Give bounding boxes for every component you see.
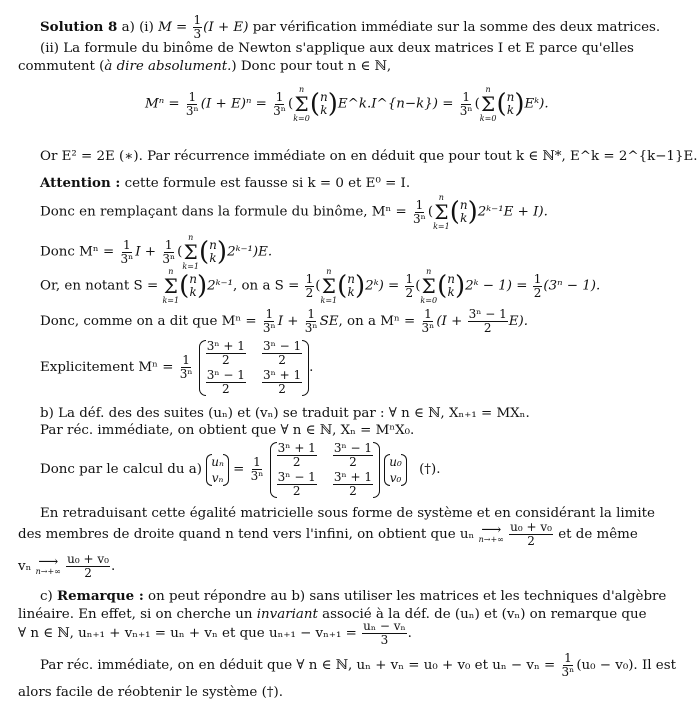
eq-i-plus-e-n: (I + E)ⁿ = <box>200 96 267 112</box>
sum-sign-b: n Σ k=0 <box>479 85 497 123</box>
line-binome-intro <box>40 40 634 57</box>
frac-u0-v0-over-2: $\frac{\text{u₀ + v₀}}{2}$ <box>510 520 552 548</box>
eq-ek-term: E^k.I^{n−k}) = <box>337 96 454 112</box>
line-limite-u <box>18 519 638 551</box>
et-de-meme-text: et de même <box>558 527 638 542</box>
frac-num: 1 <box>193 13 202 27</box>
matrix-entry-21: $\frac{\text{3ⁿ − 1}}{2}$ <box>206 367 245 396</box>
matrix-entry-12: $\frac{\text{3ⁿ − 1}}{2}$ <box>262 338 302 367</box>
part-c-label: c) <box>40 589 53 604</box>
frac-1-over-3n-b: $\frac{1}{\text{3ⁿ}}$ <box>273 89 286 118</box>
donc-mn-text: Donc Mⁿ = <box>40 244 115 260</box>
remarque-text: on peut répondre au b) sans utiliser les matrices et les techniques d'algèbre <box>148 589 667 604</box>
frac-1-over-3n-k: $\frac{1}{\text{3ⁿ}}$ <box>250 455 264 483</box>
fraction-one-third <box>193 14 203 41</box>
deduction-text-a: Par réc. immédiate, on en déduit que ∀ n ∈ ℕ, uₙ + vₙ = u₀ + v₀ et uₙ − vₙ = <box>40 658 556 673</box>
attention-label: Attention : <box>40 175 121 191</box>
sum-sign-d: n Σ k=1 <box>182 233 200 271</box>
recurrence-un-vn-text: ∀ n ∈ ℕ, uₙ₊₁ + vₙ₊₁ = uₙ + vₙ et que uₙ₊₁ − vₙ₊₁ = <box>18 626 357 641</box>
notation-s-text-a: Or, en notant S = <box>40 278 159 294</box>
eq-i-plus: I + <box>135 244 157 260</box>
matrix-mn-b <box>270 442 380 498</box>
binomial-n-k-g: n k <box>447 272 455 299</box>
binomial-n-k-e: n k <box>189 272 197 299</box>
eq-mn-lhs: Mⁿ = <box>145 96 180 112</box>
line-def-suites <box>40 405 530 422</box>
frac-1-over-3n-i: $\frac{1}{\text{3ⁿ}}$ <box>421 307 435 335</box>
line-commutent <box>18 58 391 75</box>
sum-sign-c: n Σ k=1 <box>433 193 450 231</box>
s-result: (3ⁿ − 1). <box>543 278 601 294</box>
sum-sign-e: n Σ k=1 <box>162 267 180 305</box>
sum-sign-g: n Σ k=0 <box>420 267 438 305</box>
binomial-n-k-c: n k <box>459 198 468 225</box>
frac-1-over-3n-f: $\frac{1}{\text{3ⁿ}}$ <box>162 237 176 266</box>
vector-u0-v0: u₀ v₀ <box>384 454 407 486</box>
matrix-b-entry-22: $\frac{\text{3ⁿ + 1}}{2}$ <box>333 469 372 498</box>
line-remplacant: Donc en remplaçant dans la formule du binôme, Mⁿ = $\frac{1}{\text{3ⁿ}}$ ( n Σ k=1 ( n k )2ᵏ⁻¹E + I). <box>40 193 548 231</box>
frac-1-over-2-b: $\frac{1}{2}$ <box>405 271 414 300</box>
matrix-entry-11: $\frac{\text{3ⁿ + 1}}{2}$ <box>206 338 245 367</box>
sum-sign-f: n Σ k=1 <box>320 267 338 305</box>
conclusion-text: alors facile de réobtenir le système (†). <box>18 685 283 700</box>
line-donc-mn: Donc Mⁿ = $\frac{1}{\text{3ⁿ}}$ I + $\frac{1}{\text{3ⁿ}}$ ( n Σ k=1 ( n k )2ᵏ⁻¹)E. <box>40 233 273 271</box>
eq-2k1-e-i: 2ᵏ⁻¹E + I). <box>477 204 548 220</box>
retraduisant-text: En retraduisant cette égalité matricielle sous forme de système et en considérant la limite <box>40 506 655 521</box>
def-suites-text: La déf. des des suites (uₙ) et (vₙ) se traduit par : ∀ n ∈ ℕ, Xₙ₊₁ = MXₙ. <box>58 406 530 421</box>
limite-v-text: vₙ <box>18 559 32 574</box>
m-def-lhs: M = <box>158 20 188 35</box>
deduction-text-b: (u₀ − v₀). Il est <box>576 658 676 673</box>
binomial-n-k-f: n k <box>347 272 356 299</box>
frac-1-over-3n-e: $\frac{1}{\text{3ⁿ}}$ <box>120 237 134 266</box>
frac-3n-minus-1-over-2: $\frac{\text{3ⁿ − 1}}{2}$ <box>468 307 507 335</box>
line-explicit-matrix: Explicitement Mⁿ = $\frac{1}{\text{3ⁿ}}$ $\frac{\text{3ⁿ + 1}}{2}$ $\frac{\text{3ⁿ − 1}}{2}$ $\frac{\text{3ⁿ − 1}}{2}$ $\frac{\text{3ⁿ + 1}}{2}$ . <box>40 338 314 396</box>
frac-un-vn-over-3: $\frac{\text{uₙ − vₙ}}{3}$ <box>363 619 406 647</box>
commutent-text-b: ) Donc pour tout n ∈ ℕ, <box>231 59 392 74</box>
remarque-label: Remarque : <box>57 588 144 604</box>
commutent-emphasis: à dire absolument. <box>104 59 232 74</box>
comme-text-b: , on a Mⁿ = <box>338 314 416 329</box>
eq-2k1-e: 2ᵏ⁻¹)E. <box>227 244 273 260</box>
notation-s-text-b: , on a S = <box>232 278 300 294</box>
invariant-emphasis: invariant <box>256 607 318 622</box>
limite-u-text: des membres de droite quand n tend vers l'infini, on obtient que uₙ <box>18 527 475 542</box>
matrix-b-entry-11: $\frac{\text{3ⁿ + 1}}{2}$ <box>277 440 316 469</box>
comme-text-a: Donc, comme on a dit que Mⁿ = <box>40 314 257 329</box>
part-b-label: b) <box>40 406 54 421</box>
sum-sign: n Σ k=0 <box>293 85 310 123</box>
binomial-n-k-b: n k <box>506 90 515 117</box>
line-notation-s: Or, en notant S = n Σ k=1 ( n k )2ᵏ⁻¹, on a S = $\frac{1}{2}$ ( n Σ k=1 ( n k )2ᵏ) = $\frac{1}{2}$ ( n Σ k=0 ( n k )2ᵏ − 1) = $\frac{1}{2}$ (3ⁿ − 1). <box>40 267 601 305</box>
frac-1-over-3n-d: $\frac{1}{\text{3ⁿ}}$ <box>413 197 426 226</box>
solution-label: Solution 8 <box>40 19 118 35</box>
frac-1-over-3n-g: $\frac{1}{\text{3ⁿ}}$ <box>262 307 276 335</box>
line-attention <box>40 175 410 192</box>
frac-1-over-3n-c: $\frac{1}{\text{3ⁿ}}$ <box>459 89 473 118</box>
frac-1-over-2: $\frac{1}{2}$ <box>305 271 314 300</box>
frac-1-over-2-c: $\frac{1}{2}$ <box>533 271 542 300</box>
line-conclusion <box>18 684 283 701</box>
line-solution-header <box>40 14 660 41</box>
tag-dagger: (†). <box>419 462 441 477</box>
invariant-text-b: associé à la déf. de (uₙ) et (vₙ) on remarque que <box>322 607 647 622</box>
line-rec-immediate <box>40 422 414 439</box>
limit-arrow-v: ⟶ n→+∞ <box>35 553 61 576</box>
matrix-b-entry-21: $\frac{\text{3ⁿ − 1}}{2}$ <box>277 469 316 498</box>
invariant-text-a: linéaire. En effet, si on cherche un <box>18 607 253 622</box>
frac-1-over-3n-l: $\frac{1}{\text{3ⁿ}}$ <box>561 651 575 679</box>
binome-intro-text: La formule du binôme de Newton s'applique aux deux matrices I et E parce qu'elles <box>63 41 634 56</box>
line-comme-on-a-dit: Donc, comme on a dit que Mⁿ = $\frac{1}{\text{3ⁿ}}$ I + $\frac{1}{\text{3ⁿ}}$ SE, on a Mⁿ = $\frac{1}{\text{3ⁿ}}$ (I + $\frac{\text{3ⁿ − 1}}{2}$ E). <box>40 307 528 335</box>
binomial-n-k-d: n k <box>209 238 217 265</box>
display-binome-formula: Mⁿ = $\frac{1}{\text{3ⁿ}}$ (I + E)ⁿ = $\frac{1}{\text{3ⁿ}}$ ( n Σ k=0 ( n k )E^k.I^{n−k}) = $\frac{1}{\text{3ⁿ}}$ ( n Σ k=0 ( n k )Eᵏ). <box>145 85 549 123</box>
matrix-mn <box>199 340 309 396</box>
part-a-i-label: a) (i) <box>121 20 154 35</box>
remplacant-text: Donc en remplaçant dans la formule du binôme, Mⁿ = <box>40 204 407 220</box>
eq-ek-close: Eᵏ). <box>524 96 549 112</box>
line-limite-v: vₙ ⟶ n→+∞ $\frac{\text{u₀ + v₀}}{2}$ . <box>18 552 116 580</box>
frac-u0-v0-over-2-b: $\frac{\text{u₀ + v₀}}{2}$ <box>67 552 109 580</box>
matrix-b-entry-12: $\frac{\text{3ⁿ − 1}}{2}$ <box>333 440 372 469</box>
part-a-ii-label: (ii) <box>40 41 60 56</box>
line-remarque <box>40 588 666 605</box>
commutent-text-a: commutent ( <box>18 59 105 74</box>
m-def-justification: par vérification immédiate sur la somme des deux matrices. <box>252 20 661 35</box>
frac-1-over-3n-h: $\frac{1}{\text{3ⁿ}}$ <box>304 307 318 335</box>
explicit-text: Explicitement Mⁿ = <box>40 360 174 375</box>
line-recurrence-un-vn: ∀ n ∈ ℕ, uₙ₊₁ + vₙ₊₁ = uₙ + vₙ et que uₙ₊₁ − vₙ₊₁ = $\frac{\text{uₙ − vₙ}}{3}$ . <box>18 619 412 647</box>
line-e-squared <box>40 148 698 165</box>
limit-arrow-u: ⟶ n→+∞ <box>478 521 504 544</box>
rec-immediate-text: Par réc. immédiate, on obtient que ∀ n ∈ ℕ, Xₙ = MⁿX₀. <box>40 423 415 438</box>
binomial-n-k: n k <box>320 90 328 117</box>
matrix-entry-22: $\frac{\text{3ⁿ + 1}}{2}$ <box>262 367 302 396</box>
line-vector-equation: Donc par le calcul du a) uₙ vₙ = $\frac{1}{\text{3ⁿ}}$ $\frac{\text{3ⁿ + 1}}{2}$ $\frac{\text{3ⁿ − 1}}{2}$ $\frac{\text{3ⁿ − 1}}{2}$ $\frac{\text{3ⁿ + 1}}{2}$ u₀ v₀ (†). <box>40 440 441 498</box>
frac-1-over-3n-j: $\frac{1}{\text{3ⁿ}}$ <box>179 353 193 381</box>
e-squared-text: Or E² = 2E (∗). Par récurrence immédiate on en déduit que pour tout k ∈ ℕ*, E^k = 2^{k−1}E. <box>40 149 698 164</box>
calcul-text: Donc par le calcul du a) <box>40 462 202 477</box>
line-deduction-final <box>40 650 676 682</box>
frac-1-over-3n: $\frac{1}{\text{3ⁿ}}$ <box>185 89 199 118</box>
m-def-rhs: (I + E) <box>203 20 249 35</box>
attention-text: cette formule est fausse si k = 0 et E⁰ = I. <box>124 176 411 191</box>
frac-den: 3 <box>193 27 202 41</box>
vector-un-vn: uₙ vₙ <box>206 454 229 486</box>
